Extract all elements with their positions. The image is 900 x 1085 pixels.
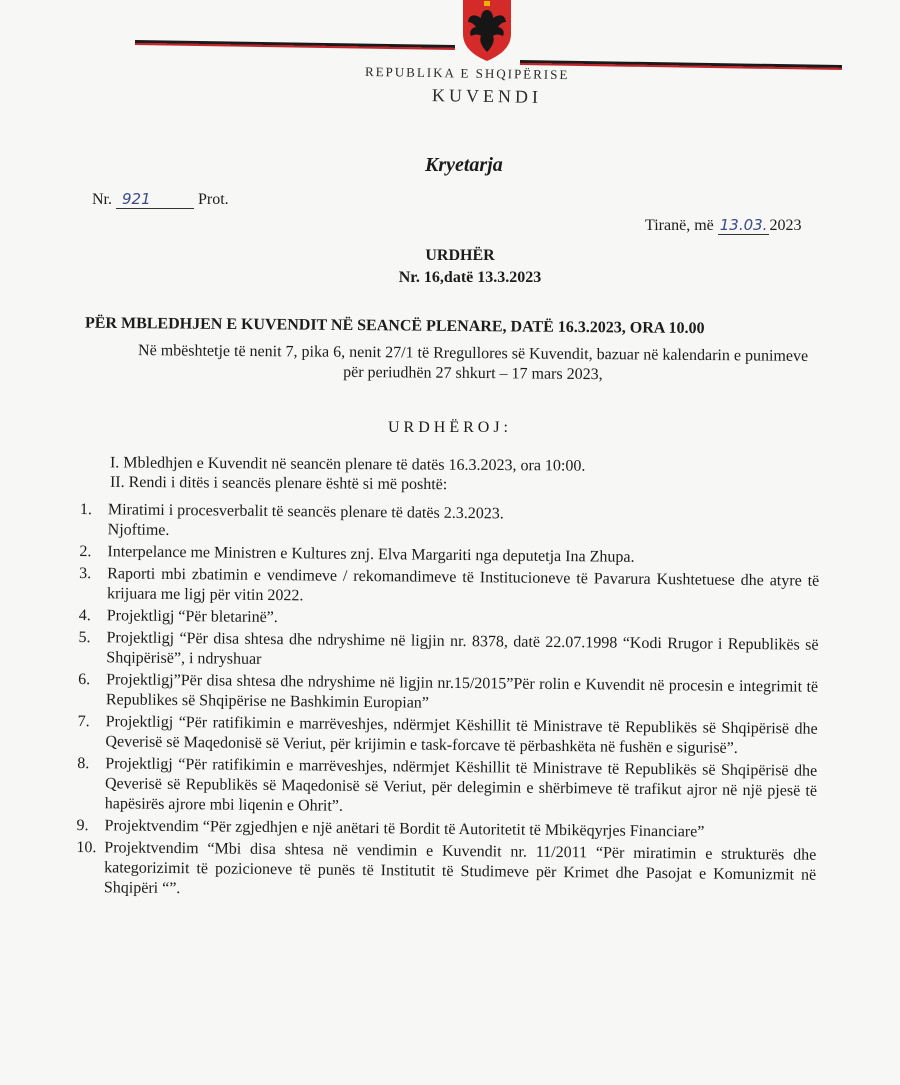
agenda-item-text: Projektligj”Për disa shtesa dhe ndryshime në ligjin nr.15/2015”Për rolin e Kuvendit në procesin e integrimit të Republikes së Shqipërise ne Bashkimin Europian” — [105, 671, 819, 712]
agenda-item-text: Projektvendim “Për zgjedhjen e një anëtari të Bordit të Autoritetit të Mbikëqyrjes Financiare” — [104, 817, 705, 841]
place-prefix: Tiranë, më — [645, 217, 714, 234]
agenda-item-text: Projektligj “Për ratifikimin e marrëveshjes, ndërmjet Këshillit të Ministrave të Republikës së Shqipërisë dhe Qeverisë së Republikës së Maqedonisë së Veriut, për delegimin e shërbimeve të trafikut ajror në një pjesë të hapësirës ajrore mbi liqenin e Ohrit”. — [104, 755, 818, 815]
protocol-prefix: Nr. — [92, 191, 112, 208]
agenda-item-text: Projektvendim “Mbi disa shtesa në vendimin e Kuvendit nr. 11/2011 “Për miratimin e strukturës dhe kategorizimit të pozicioneve të punës të Institutit të Studimeve për Krimet dhe Pasojat e Komunizmit në Shqipëri “”. — [103, 839, 817, 898]
agenda-item-text: Projektligj “Për disa shtesa dhe ndryshime në ligjin nr. 8378, datë 22.07.1998 “Kodi Rrugor i Republikës së Shqipërisë”, i ndryshuar — [106, 629, 819, 668]
agenda-item-number: 6. — [78, 670, 91, 689]
order-title: URDHËR — [425, 247, 495, 264]
agenda-item-number: 3. — [79, 564, 92, 583]
agenda-item-text: Interpelance me Ministren e Kultures znj. Elva Margariti nga deputetja Ina Zhupa. — [107, 543, 635, 566]
agenda-list — [76, 500, 820, 908]
decree-heading: URDHËROJ: — [387, 419, 512, 436]
agenda-item — [76, 838, 817, 906]
letterhead-rule-left — [135, 40, 455, 50]
office-title: Kryetarja — [425, 154, 503, 176]
agenda-item — [77, 712, 817, 760]
agenda-item-number: 8. — [77, 754, 90, 773]
agenda-item-number: 2. — [79, 542, 92, 561]
letterhead-republic: REPUBLIKA E SHQIPËRISE — [364, 63, 570, 83]
agenda-item-extra: Njoftime. — [107, 521, 170, 539]
agenda-item-text: Raporti mbi zbatimin e vendimeve / rekomandimeve të Institucioneve të Pavarura Kushtetuese dhe atyre të krijuara me ligj për vitin 2022. — [106, 565, 820, 605]
agenda-item-number: 7. — [77, 712, 90, 731]
point-ii: II. Rendi i ditës i seancës plenare është si më poshtë: — [109, 473, 448, 494]
agenda-item-text: Miratimi i procesverbalit të seancës plenare të datës 2.3.2023. — [107, 501, 504, 523]
agenda-item — [80, 500, 820, 548]
agenda-item — [79, 564, 819, 612]
agenda-item-number: 5. — [78, 628, 91, 647]
agenda-item-number: 10. — [76, 838, 97, 857]
order-number: Nr. 16,datë 13.3.2023 — [398, 269, 542, 286]
agenda-item-text: Projektligj “Për ratifikimin e marrëveshjes, ndërmjet Këshillit të Ministrave të Republikës së Shqipërisë dhe Qeverisë së Maqedonisë së Veriut, për krijimin e task-forcave të përbashkëta në fushën e sigurisë”. — [105, 713, 818, 757]
albanian-eagle-emblem-icon — [457, 0, 517, 62]
agenda-item-text: Projektligj “Për bletarinë”. — [106, 607, 278, 627]
protocol-number — [92, 190, 229, 209]
legal-basis: Në mbështetje të nenit 7, pika 6, nenit 27/1 të Rregullores së Kuvendit, bazuar në kalendarin e punimeve për periudhën 27 shkurt – 17 mars 2023, — [138, 342, 809, 384]
order-subject: PËR MBLEDHJEN E KUVENDIT NË SEANCË PLENARE, DATË 16.3.2023, ORA 10.00 — [84, 314, 705, 338]
agenda-item — [77, 754, 818, 822]
agenda-item — [78, 670, 818, 718]
agenda-item-number: 9. — [76, 816, 89, 835]
protocol-number-handwritten: 921 — [116, 190, 194, 209]
place-date — [645, 216, 801, 235]
date-handwritten: 13.03. — [719, 216, 768, 234]
point-i: I. Mbledhjen e Kuvendit në seancën plenare të datës 16.3.2023, ora 10:00. — [109, 454, 586, 475]
date-year: 2023 — [769, 217, 802, 234]
agenda-item — [78, 628, 818, 676]
protocol-suffix: Prot. — [198, 191, 229, 208]
agenda-item-number: 4. — [78, 606, 91, 625]
agenda-item-number: 1. — [79, 500, 92, 519]
letterhead-institution: KUVENDI — [431, 85, 543, 107]
